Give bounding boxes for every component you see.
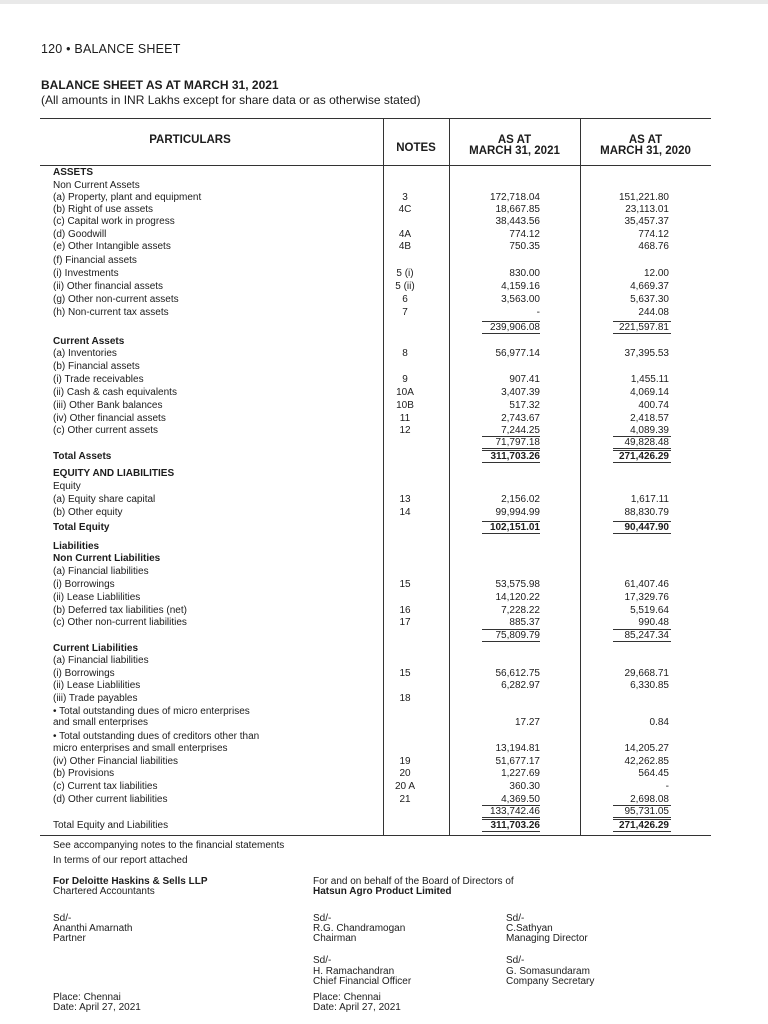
row-note: 4C	[398, 204, 412, 215]
row-label: (f) Financial assets	[53, 255, 137, 266]
row-note: 13	[399, 494, 411, 505]
value-2020: 49,828.48	[624, 437, 669, 448]
value-2020: 29,668.71	[624, 668, 669, 679]
chairman-sd: Sd/-	[313, 913, 332, 924]
value-2020: 774.12	[638, 229, 669, 240]
row-label: (e) Other Intangible assets	[53, 241, 171, 252]
row-label: (a) Property, plant and equipment	[53, 192, 202, 203]
value-2021: 56,977.14	[495, 348, 540, 359]
value-2020: 151,221.80	[618, 192, 669, 203]
subtotal-rule	[482, 819, 540, 820]
row-label: (i) Trade receivables	[53, 374, 144, 385]
subtotal-rule	[482, 521, 540, 522]
value-2021: 133,742.46	[489, 806, 540, 817]
cfo-name: H. Ramachandran	[313, 966, 395, 977]
value-2021: 2,743.67	[501, 413, 540, 424]
row-label: Total Equity	[53, 522, 110, 533]
cs-name: G. Somasundaram	[506, 966, 590, 977]
row-note: 19	[399, 756, 411, 767]
row-note: 14	[399, 507, 411, 518]
subtotal-underline	[482, 448, 540, 449]
table-bottom-rule	[40, 835, 711, 836]
row-label: (a) Financial liabilities	[53, 655, 149, 666]
cs-sd: Sd/-	[506, 955, 525, 966]
particulars-header: PARTICULARS	[149, 134, 231, 146]
subtotal-underline	[613, 462, 671, 463]
previous-year-header	[580, 135, 711, 157]
value-2020: 5,519.64	[630, 605, 669, 616]
subtotal-rule	[482, 629, 540, 630]
subtotal-rule	[482, 805, 540, 806]
header-bullet: •	[66, 42, 71, 56]
row-note: 9	[402, 374, 408, 385]
value-2021: 18,667.85	[495, 204, 540, 215]
place-left: Place: Chennai	[53, 992, 121, 1003]
value-2020: 2,418.57	[630, 413, 669, 424]
subtotal-underline	[613, 533, 671, 534]
row-label: (c) Other non-current liabilities	[53, 617, 187, 628]
previous-year-header-line2: MARCH 31, 2020	[600, 145, 691, 157]
page-number: 120	[41, 42, 63, 56]
value-2020: 990.48	[638, 617, 669, 628]
row-label: EQUITY AND LIABILITIES	[53, 468, 175, 479]
top-border	[0, 0, 768, 4]
row-note: 10A	[396, 387, 414, 398]
value-2020: 61,407.46	[624, 579, 669, 590]
row-label: (b) Financial assets	[53, 361, 140, 372]
row-label: (b) Provisions	[53, 768, 115, 779]
value-2020: 4,069.14	[630, 387, 669, 398]
value-2021: 2,156.02	[501, 494, 540, 505]
row-label: (d) Other current liabilities	[53, 794, 168, 805]
value-2020: 0.84	[649, 717, 669, 728]
value-2021: 4,369.50	[501, 794, 540, 805]
value-2020: 5,637.30	[630, 294, 669, 305]
value-2021: 311,703.26	[490, 451, 540, 462]
value-2020: 14,205.27	[624, 743, 669, 754]
subtotal-rule	[482, 436, 540, 437]
subtotal-underline	[482, 533, 540, 534]
row-note: 10B	[396, 400, 414, 411]
md-title: Managing Director	[506, 933, 588, 944]
row-note: 6	[402, 294, 408, 305]
row-label: (c) Other current assets	[53, 425, 159, 436]
value-2020: 95,731.05	[624, 806, 669, 817]
row-note: 21	[399, 794, 411, 805]
value-2020: 2,698.08	[630, 794, 669, 805]
row-label: • Total outstanding dues of creditors other than	[53, 731, 260, 742]
value-2021: 51,677.17	[495, 756, 540, 767]
report-reference: In terms of our report attached	[53, 855, 188, 866]
current-year-column-divider	[449, 118, 450, 835]
value-2020: 564.45	[638, 768, 669, 779]
row-label: (d) Goodwill	[53, 229, 107, 240]
row-label: (iii) Other Bank balances	[53, 400, 163, 411]
value-2020: 271,426.29	[618, 451, 669, 462]
value-2020: 12.00	[643, 268, 669, 279]
value-2021: 311,703.26	[490, 820, 540, 831]
row-note: 20	[399, 768, 411, 779]
subtotal-rule	[613, 805, 671, 806]
row-label: (a) Equity share capital	[53, 494, 156, 505]
value-2021: 14,120.22	[495, 592, 540, 603]
row-label: • Total outstanding dues of micro enterprises	[53, 706, 250, 717]
row-note: 7	[402, 307, 408, 318]
row-note: 20 A	[394, 781, 416, 792]
place-mid: Place: Chennai	[313, 992, 381, 1003]
table-header-rule	[40, 165, 711, 166]
row-label: (c) Current tax liabilities	[53, 781, 158, 792]
value-2021: 7,228.22	[501, 605, 540, 616]
value-2021: 75,809.79	[495, 630, 540, 641]
value-2021: 38,443.56	[495, 216, 540, 227]
value-2021: 517.32	[509, 400, 540, 411]
row-label: (i) Borrowings	[53, 579, 115, 590]
value-2020: 88,830.79	[624, 507, 669, 518]
row-label: Equity	[53, 481, 81, 492]
previous-year-header-line1: AS AT	[628, 134, 663, 146]
subtotal-underline	[482, 333, 540, 334]
notes-reference: See accompanying notes to the financial statements	[53, 840, 285, 851]
auditor-firm: For Deloitte Haskins & Sells LLP	[53, 876, 208, 887]
row-note: 8	[402, 348, 408, 359]
board-line-2: Hatsun Agro Product Limited	[313, 886, 452, 897]
value-2020: 4,089.39	[630, 425, 669, 436]
section-name: BALANCE SHEET	[74, 42, 181, 56]
date-left: Date: April 27, 2021	[53, 1002, 141, 1013]
row-label: (i) Investments	[53, 268, 119, 279]
value-2021: 3,563.00	[501, 294, 540, 305]
subtotal-underline	[613, 448, 671, 449]
value-2021: 830.00	[509, 268, 540, 279]
value-2020: 1,617.11	[630, 494, 669, 505]
row-label: Current Liabilities	[53, 643, 139, 654]
value-2021: 53,575.98	[495, 579, 540, 590]
subtotal-rule	[613, 819, 671, 820]
value-2020: 23,113.01	[625, 204, 669, 215]
statement-subtitle: (All amounts in INR Lakhs except for share data or as otherwise stated)	[41, 93, 421, 107]
value-2020: 4,669.37	[630, 281, 669, 292]
cs-title: Company Secretary	[506, 976, 595, 987]
row-label: (iv) Other Financial liabilities	[53, 756, 179, 767]
row-note: 4A	[398, 229, 412, 240]
subtotal-underline	[482, 817, 540, 818]
value-2021: 774.12	[509, 229, 540, 240]
row-note: 5 (ii)	[395, 281, 415, 292]
subtotal-underline	[482, 462, 540, 463]
row-label: Total Equity and Liabilities	[53, 820, 169, 831]
row-label: (iii) Trade payables	[53, 693, 138, 704]
subtotal-rule	[613, 436, 671, 437]
value-2021: 13,194.81	[495, 743, 540, 754]
row-note: 11	[399, 413, 411, 424]
subtotal-underline	[482, 641, 540, 642]
page-header	[41, 42, 181, 56]
value-2020: -	[665, 781, 669, 792]
value-2021: 99,994.99	[495, 507, 540, 518]
value-2021: 750.35	[509, 241, 540, 252]
partner-sd: Sd/-	[53, 913, 72, 924]
partner-title: Partner	[53, 933, 86, 944]
subtotal-underline	[482, 831, 540, 832]
subtotal-underline	[613, 333, 671, 334]
subtotal-underline	[613, 641, 671, 642]
row-note: 18	[399, 693, 411, 704]
row-label: (g) Other non-current assets	[53, 294, 179, 305]
board-line-1: For and on behalf of the Board of Directors of	[313, 876, 514, 887]
row-label: (ii) Lease Liablilities	[53, 592, 141, 603]
md-name: C.Sathyan	[506, 923, 553, 934]
chairman-title: Chairman	[313, 933, 357, 944]
row-label: (h) Non-current tax assets	[53, 307, 169, 318]
row-label: (ii) Lease Liablilities	[53, 680, 141, 691]
row-label: and small enterprises	[53, 717, 149, 728]
notes-header: NOTES	[396, 142, 436, 154]
row-label: (b) Deferred tax liabilities (net)	[53, 605, 187, 616]
value-2021: 172,718.04	[489, 192, 540, 203]
row-label: (ii) Other financial assets	[53, 281, 164, 292]
subtotal-rule	[482, 321, 540, 322]
row-note: 15	[399, 668, 411, 679]
value-2020: 6,330.85	[630, 680, 669, 691]
row-note: 15	[399, 579, 411, 590]
value-2020: 221,597.81	[618, 322, 669, 333]
row-label: (b) Right of use assets	[53, 204, 154, 215]
row-note: 17	[399, 617, 411, 628]
chairman-name: R.G. Chandramogan	[313, 923, 406, 934]
md-sd: Sd/-	[506, 913, 525, 924]
row-label: Liabilities	[53, 541, 100, 552]
partner-name: Ananthi Amarnath	[53, 923, 133, 934]
subtotal-underline	[613, 831, 671, 832]
value-2020: 1,455.11	[630, 374, 669, 385]
value-2021: 360.30	[509, 781, 540, 792]
value-2020: 271,426.29	[618, 820, 669, 831]
value-2020: 17,329.76	[624, 592, 669, 603]
row-label: (ii) Cash & cash equivalents	[53, 387, 177, 398]
notes-column-divider	[383, 118, 384, 835]
value-2020: 244.08	[638, 307, 669, 318]
value-2020: 37,395.53	[624, 348, 669, 359]
value-2021: 6,282.97	[501, 680, 540, 691]
value-2020: 42,262.85	[624, 756, 669, 767]
row-label: ASSETS	[53, 167, 94, 178]
value-2021: 7,244.25	[501, 425, 540, 436]
subtotal-underline	[613, 817, 671, 818]
row-label: (a) Inventories	[53, 348, 117, 359]
cfo-title: Chief Financial Officer	[313, 976, 412, 987]
value-2021: -	[536, 307, 540, 318]
row-label: Total Assets	[53, 451, 112, 462]
subtotal-rule	[613, 629, 671, 630]
subtotal-rule	[613, 321, 671, 322]
value-2020: 468.76	[638, 241, 669, 252]
auditor-type: Chartered Accountants	[53, 886, 155, 897]
row-label: (i) Borrowings	[53, 668, 115, 679]
value-2021: 907.41	[509, 374, 540, 385]
value-2021: 71,797.18	[495, 437, 540, 448]
value-2020: 90,447.90	[624, 522, 669, 533]
row-label: micro enterprises and small enterprises	[53, 743, 228, 754]
value-2020: 400.74	[638, 400, 669, 411]
value-2021: 1,227.69	[501, 768, 540, 779]
row-label: Current Assets	[53, 336, 125, 347]
value-2021: 885.37	[509, 617, 540, 628]
row-label: (b) Other equity	[53, 507, 123, 518]
value-2021: 3,407.39	[501, 387, 540, 398]
value-2021: 4,159.16	[501, 281, 540, 292]
row-label: Non Current Assets	[53, 180, 140, 191]
date-mid: Date: April 27, 2021	[313, 1002, 401, 1013]
current-year-header-line2: MARCH 31, 2021	[469, 145, 560, 157]
subtotal-rule	[613, 521, 671, 522]
previous-year-column-divider	[580, 118, 581, 835]
value-2021: 17.27	[514, 717, 540, 728]
row-note: 3	[402, 192, 408, 203]
subtotal-rule	[613, 450, 671, 451]
row-label: (a) Financial liabilities	[53, 566, 149, 577]
row-label: (iv) Other financial assets	[53, 413, 166, 424]
current-year-header-line1: AS AT	[497, 134, 532, 146]
value-2020: 35,457.37	[624, 216, 669, 227]
row-note: 16	[399, 605, 411, 616]
row-label: Non Current Liabilities	[53, 553, 161, 564]
value-2021: 239,906.08	[489, 322, 540, 333]
statement-title: BALANCE SHEET AS AT MARCH 31, 2021	[41, 78, 279, 92]
subtotal-rule	[482, 450, 540, 451]
row-note: 12	[399, 425, 411, 436]
row-label: (c) Capital work in progress	[53, 216, 175, 227]
value-2021: 56,612.75	[495, 668, 540, 679]
value-2021: 102,151.01	[489, 522, 540, 533]
row-note: 4B	[398, 241, 412, 252]
table-top-rule	[40, 118, 711, 119]
cfo-sd: Sd/-	[313, 955, 332, 966]
current-year-header	[449, 135, 580, 157]
value-2020: 85,247.34	[624, 630, 669, 641]
row-note: 5 (i)	[396, 268, 414, 279]
